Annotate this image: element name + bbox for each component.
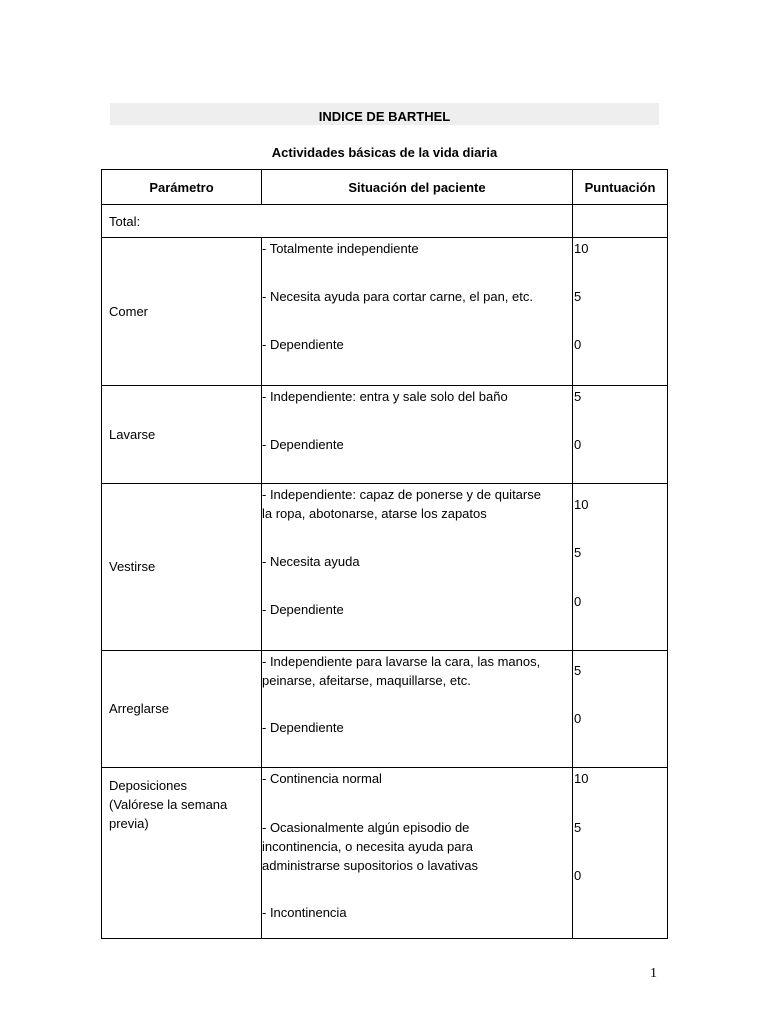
score-value: 10 bbox=[574, 771, 589, 786]
situation-text: - Dependiente bbox=[262, 437, 344, 452]
header-situation: Situación del paciente bbox=[348, 180, 486, 195]
parameter-arreglarse: Arreglarse bbox=[109, 701, 169, 716]
parameter-lavarse: Lavarse bbox=[109, 427, 156, 442]
score-value: 5 bbox=[574, 820, 582, 835]
score-value: 5 bbox=[574, 663, 582, 678]
header-parameter: Parámetro bbox=[149, 180, 214, 195]
parameter-comer: Comer bbox=[109, 304, 149, 319]
situation-text: - Dependiente bbox=[262, 602, 344, 617]
score-value: 0 bbox=[574, 868, 582, 883]
situation-text: - Totalmente independiente bbox=[262, 241, 419, 256]
page-number: 1 bbox=[650, 966, 657, 981]
situation-text: - Independiente: entra y sale solo del baño bbox=[262, 389, 508, 404]
header-score: Puntuación bbox=[584, 180, 656, 195]
situation-text: la ropa, abotonarse, atarse los zapatos bbox=[262, 506, 487, 521]
score-value: 0 bbox=[574, 594, 582, 609]
situation-text: - Necesita ayuda para cortar carne, el pan, etc. bbox=[262, 289, 533, 304]
score-value: 5 bbox=[574, 289, 582, 304]
score-value: 10 bbox=[574, 497, 589, 512]
parameter-deposiciones-note: (Valórese la semana bbox=[109, 797, 228, 812]
situation-text: - Independiente: capaz de ponerse y de quitarse bbox=[262, 487, 541, 502]
parameter-deposiciones: Deposiciones bbox=[109, 778, 188, 793]
situation-text: peinarse, afeitarse, maquillarse, etc. bbox=[262, 673, 471, 688]
situation-text: incontinencia, o necesita ayuda para bbox=[262, 839, 474, 854]
situation-text: administrarse supositorios o lavativas bbox=[262, 858, 479, 873]
situation-text: - Incontinencia bbox=[262, 905, 347, 920]
document-title: INDICE DE BARTHEL bbox=[110, 103, 659, 125]
situation-text: - Continencia normal bbox=[262, 771, 382, 786]
score-value: 10 bbox=[574, 241, 589, 256]
situation-text: - Ocasionalmente algún episodio de bbox=[262, 820, 470, 835]
parameter-deposiciones-note: previa) bbox=[109, 816, 149, 831]
score-value: 0 bbox=[574, 437, 582, 452]
score-value: 0 bbox=[574, 337, 582, 352]
score-value: 5 bbox=[574, 545, 582, 560]
situation-text: - Dependiente bbox=[262, 720, 344, 735]
document-subtitle: Actividades básicas de la vida diaria bbox=[271, 145, 498, 160]
score-value: 5 bbox=[574, 389, 582, 404]
situation-text: - Dependiente bbox=[262, 337, 344, 352]
situation-text: - Independiente para lavarse la cara, las manos, bbox=[262, 654, 541, 669]
total-label: Total: bbox=[109, 214, 141, 229]
situation-text: - Necesita ayuda bbox=[262, 554, 360, 569]
score-value: 0 bbox=[574, 711, 582, 726]
parameter-vestirse: Vestirse bbox=[109, 559, 156, 574]
